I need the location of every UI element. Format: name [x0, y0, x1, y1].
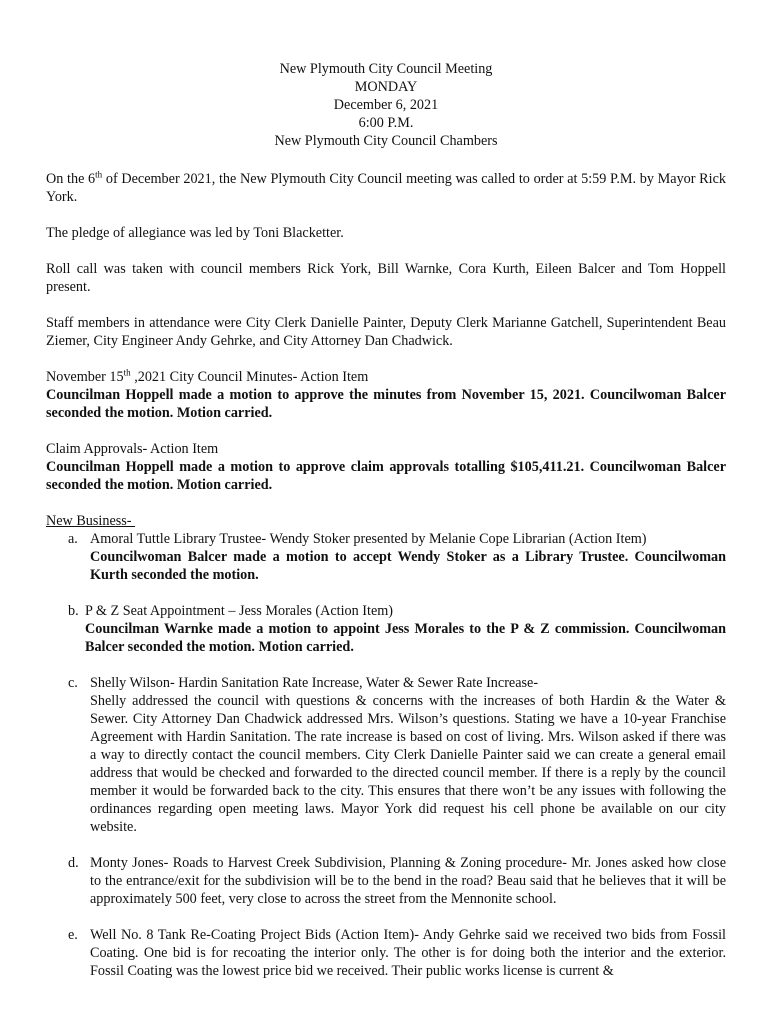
header-location: New Plymouth City Council Chambers [274, 133, 498, 149]
item-letter: c. [68, 675, 78, 691]
header-time: 6:00 P.M. [358, 115, 414, 131]
roll-call-paragraph: Roll call was taken with council members Rick York, Bill Warnke, Cora Kurth, Eileen Balcer and Tom Hoppell present. [46, 261, 726, 295]
list-item [46, 854, 726, 908]
item-letter: a. [68, 531, 78, 547]
item-letter: b. [68, 603, 79, 619]
list-item [46, 674, 726, 836]
item-letter: e. [68, 927, 78, 943]
claims-motion: Councilman Hoppell made a motion to approve claim approvals totalling $105,411.21. Councilwoman Balcer seconded the motion. Motion carried. [46, 459, 726, 493]
minutes-title: November 15th ,2021 City Council Minutes- Action Item [46, 367, 369, 385]
claims-title: Claim Approvals- Action Item [46, 441, 219, 457]
item-body: Monty Jones- Roads to Harvest Creek Subdivision, Planning & Zoning procedure- Mr. Jones asked how close to the entrance/exit for the subdivision will be to the bend in the road? Beau said that he believes that it will be approximately 500 feet, very close to across the street from the Mennonite school. [90, 855, 726, 907]
item-title: Shelly Wilson- Hardin Sanitation Rate Increase, Water & Sewer Rate Increase- [90, 675, 539, 691]
item-title: Amoral Tuttle Library Trustee- Wendy Stoker presented by Melanie Cope Librarian (Action Item) [90, 531, 647, 547]
minutes-motion: Councilman Hoppell made a motion to approve the minutes from November 15, 2021. Councilwoman Balcer seconded the motion. Motion carried. [46, 387, 726, 421]
item-motion: Councilman Warnke made a motion to appoint Jess Morales to the P & Z commission. Councilwoman Balcer seconded the motion. Motion carried. [85, 621, 726, 655]
item-body: Shelly addressed the council with questions & concerns with the increases of both Hardin & the Water & Sewer. City Attorney Dan Chadwick addressed Mrs. Wilson’s questions. Stating we have a 10-year Franchise Agreement with Hardin Sanitation. The rate increase is based on cost of living. Mrs. Wilson asked if there was a way to directly contact the council members. City Clerk Danielle Painter said we can create a general email address that would be checked and forwarded to the directed council member. If there is a reply by the council member it would be forwarded back to the city. This ensures that there won’t be any issues with following the ordinances regarding open meeting laws. Mayor York did request his cell phone be available on our city website. [90, 693, 726, 835]
header-date: December 6, 2021 [333, 97, 439, 113]
list-item [46, 602, 726, 656]
new-business-section [46, 512, 726, 980]
claims-section [46, 440, 726, 494]
intro-paragraph: On the 6th of December 2021, the New Plymouth City Council meeting was called to order at 5:59 P.M. by Mayor Rick York. [46, 169, 726, 205]
header-day: MONDAY [354, 79, 418, 95]
pledge-paragraph: The pledge of allegiance was led by Toni Blacketter. [46, 225, 344, 241]
list-item [46, 926, 726, 980]
item-body: Well No. 8 Tank Re-Coating Project Bids (Action Item)- Andy Gehrke said we received two bids from Fossil Coating. One bid is for recoating the interior only. The other is for doing both the interior and the exterior. Fossil Coating was the lowest price bid we received. Their public works license is current & [90, 927, 726, 979]
minutes-section [46, 368, 726, 422]
staff-paragraph: Staff members in attendance were City Clerk Danielle Painter, Deputy Clerk Marianne Gatchell, Superintendent Beau Ziemer, City Engineer Andy Gehrke, and City Attorney Dan Chadwick. [46, 315, 726, 349]
header-title: New Plymouth City Council Meeting [279, 61, 493, 77]
item-letter: d. [68, 855, 79, 871]
item-motion: Councilwoman Balcer made a motion to accept Wendy Stoker as a Library Trustee. Councilwoman Kurth seconded the motion. [90, 549, 726, 583]
meeting-header [46, 60, 726, 150]
item-title: P & Z Seat Appointment – Jess Morales (Action Item) [85, 603, 394, 619]
list-item [46, 530, 726, 584]
new-business-heading: New Business- [46, 513, 136, 529]
